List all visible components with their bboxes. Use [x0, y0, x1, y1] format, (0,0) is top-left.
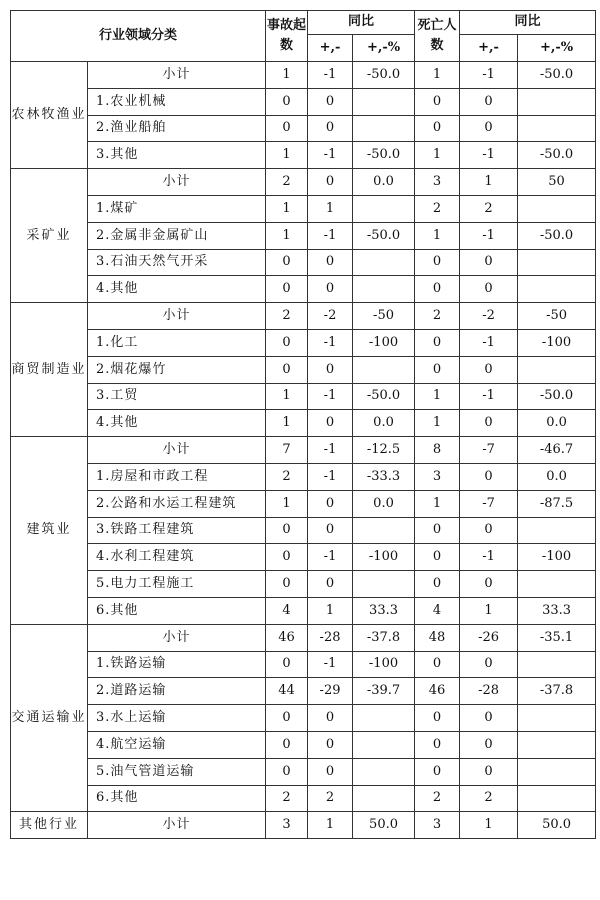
row-label: 小计 [88, 62, 266, 89]
row-label: 1.房屋和市政工程 [88, 463, 266, 490]
death-diff-cell: -2 [460, 303, 518, 330]
death-diff-cell: 0 [460, 758, 518, 785]
table-row [11, 785, 596, 812]
header-accidents: 事故起数 [266, 11, 308, 62]
accident-count-cell: 3 [266, 812, 308, 839]
accident-diff-cell: -2 [308, 303, 353, 330]
death-pct-cell [518, 651, 596, 678]
death-count-cell: 0 [415, 731, 460, 758]
death-pct-cell: 0.0 [518, 410, 596, 437]
table-row [11, 142, 596, 169]
table-row [11, 303, 596, 330]
row-label: 1.农业机械 [88, 88, 266, 115]
death-diff-cell: 0 [460, 651, 518, 678]
accident-count-cell: 1 [266, 62, 308, 89]
table-row [11, 758, 596, 785]
death-count-cell: 4 [415, 597, 460, 624]
death-count-cell: 0 [415, 115, 460, 142]
accident-pct-cell: 50.0 [353, 812, 415, 839]
accident-diff-cell: -1 [308, 222, 353, 249]
row-label: 2.公路和水运工程建筑 [88, 490, 266, 517]
row-label: 4.航空运输 [88, 731, 266, 758]
death-count-cell: 0 [415, 517, 460, 544]
accident-count-cell: 1 [266, 383, 308, 410]
death-diff-cell: 1 [460, 169, 518, 196]
death-diff-cell: 1 [460, 597, 518, 624]
death-diff-cell: 1 [460, 812, 518, 839]
category-label: 商贸制造业 [11, 303, 88, 437]
table-row [11, 329, 596, 356]
accident-count-cell: 0 [266, 651, 308, 678]
category-label: 交通运输业 [11, 624, 88, 812]
death-pct-cell: -87.5 [518, 490, 596, 517]
accident-count-cell: 2 [266, 169, 308, 196]
table-row [11, 463, 596, 490]
accident-diff-cell: -1 [308, 329, 353, 356]
death-pct-cell: -35.1 [518, 624, 596, 651]
row-label: 1.铁路运输 [88, 651, 266, 678]
accident-count-cell: 2 [266, 303, 308, 330]
death-pct-cell: -50.0 [518, 142, 596, 169]
row-label: 2.渔业船舶 [88, 115, 266, 142]
death-diff-cell: 0 [460, 517, 518, 544]
row-label: 3.水上运输 [88, 705, 266, 732]
table-row [11, 490, 596, 517]
death-diff-cell: 0 [460, 571, 518, 598]
accident-pct-cell [353, 88, 415, 115]
death-count-cell: 0 [415, 705, 460, 732]
accident-count-cell: 1 [266, 142, 308, 169]
accident-diff-cell: 0 [308, 571, 353, 598]
row-label: 3.其他 [88, 142, 266, 169]
death-count-cell: 1 [415, 410, 460, 437]
table-row [11, 169, 596, 196]
death-count-cell: 0 [415, 88, 460, 115]
accident-pct-cell: -50 [353, 303, 415, 330]
accident-statistics-table [10, 10, 596, 839]
death-pct-cell [518, 356, 596, 383]
table-row [11, 517, 596, 544]
death-diff-cell: -7 [460, 490, 518, 517]
accident-count-cell: 0 [266, 705, 308, 732]
accident-diff-cell: 0 [308, 356, 353, 383]
death-diff-cell: -1 [460, 544, 518, 571]
death-pct-cell: -100 [518, 329, 596, 356]
row-label: 4.水利工程建筑 [88, 544, 266, 571]
table-body [11, 62, 596, 839]
death-pct-cell: -100 [518, 544, 596, 571]
accident-diff-cell: -29 [308, 678, 353, 705]
death-diff-cell: -1 [460, 142, 518, 169]
accident-diff-cell: 2 [308, 785, 353, 812]
death-diff-cell: -1 [460, 383, 518, 410]
accident-diff-cell: -28 [308, 624, 353, 651]
death-diff-cell: 0 [460, 410, 518, 437]
death-diff-cell: -1 [460, 222, 518, 249]
table-row [11, 678, 596, 705]
death-count-cell: 0 [415, 329, 460, 356]
table-row [11, 705, 596, 732]
death-pct-cell [518, 705, 596, 732]
death-count-cell: 3 [415, 169, 460, 196]
accident-diff-cell: -1 [308, 142, 353, 169]
accident-diff-cell: -1 [308, 463, 353, 490]
row-label: 小计 [88, 812, 266, 839]
table-row [11, 356, 596, 383]
table-row [11, 88, 596, 115]
row-label: 5.油气管道运输 [88, 758, 266, 785]
header-yoy-deaths: 同比 [460, 11, 596, 35]
death-pct-cell: 33.3 [518, 597, 596, 624]
table-row [11, 571, 596, 598]
header-acc-diff: +,- [308, 34, 353, 61]
row-label: 1.煤矿 [88, 195, 266, 222]
accident-pct-cell: 0.0 [353, 169, 415, 196]
row-label: 小计 [88, 303, 266, 330]
accident-count-cell: 1 [266, 195, 308, 222]
accident-diff-cell: 0 [308, 410, 353, 437]
death-count-cell: 1 [415, 383, 460, 410]
header-yoy-accidents: 同比 [308, 11, 415, 35]
accident-pct-cell: -50.0 [353, 222, 415, 249]
row-label: 2.道路运输 [88, 678, 266, 705]
accident-pct-cell: -12.5 [353, 437, 415, 464]
accident-count-cell: 0 [266, 249, 308, 276]
accident-count-cell: 46 [266, 624, 308, 651]
death-count-cell: 1 [415, 222, 460, 249]
table-row [11, 544, 596, 571]
row-label: 5.电力工程施工 [88, 571, 266, 598]
row-label: 3.铁路工程建筑 [88, 517, 266, 544]
accident-count-cell: 1 [266, 490, 308, 517]
category-label: 采矿业 [11, 169, 88, 303]
death-count-cell: 2 [415, 303, 460, 330]
accident-pct-cell [353, 115, 415, 142]
accident-pct-cell: -100 [353, 544, 415, 571]
death-diff-cell: 0 [460, 463, 518, 490]
row-label: 2.金属非金属矿山 [88, 222, 266, 249]
death-diff-cell: 0 [460, 731, 518, 758]
header-field: 行业领域分类 [11, 11, 266, 62]
row-label: 4.其他 [88, 410, 266, 437]
accident-count-cell: 0 [266, 356, 308, 383]
accident-diff-cell: 0 [308, 249, 353, 276]
table-row [11, 651, 596, 678]
accident-pct-cell: -100 [353, 651, 415, 678]
accident-count-cell: 4 [266, 597, 308, 624]
category-label: 其他行业 [11, 812, 88, 839]
table-row [11, 62, 596, 89]
death-count-cell: 0 [415, 544, 460, 571]
accident-diff-cell: 1 [308, 597, 353, 624]
accident-diff-cell: 0 [308, 276, 353, 303]
death-pct-cell [518, 88, 596, 115]
death-count-cell: 3 [415, 463, 460, 490]
accident-count-cell: 44 [266, 678, 308, 705]
death-count-cell: 3 [415, 812, 460, 839]
accident-pct-cell: -50.0 [353, 62, 415, 89]
death-count-cell: 1 [415, 62, 460, 89]
death-pct-cell [518, 731, 596, 758]
death-pct-cell: 50.0 [518, 812, 596, 839]
accident-pct-cell [353, 705, 415, 732]
death-pct-cell [518, 115, 596, 142]
header-death-diff: +,- [460, 34, 518, 61]
row-label: 小计 [88, 169, 266, 196]
row-label: 2.烟花爆竹 [88, 356, 266, 383]
death-diff-cell: -28 [460, 678, 518, 705]
accident-count-cell: 0 [266, 88, 308, 115]
death-pct-cell: -50.0 [518, 62, 596, 89]
accident-pct-cell [353, 356, 415, 383]
death-diff-cell: 0 [460, 88, 518, 115]
death-diff-cell: 0 [460, 705, 518, 732]
accident-pct-cell: 0.0 [353, 410, 415, 437]
accident-pct-cell: -33.3 [353, 463, 415, 490]
death-pct-cell: -46.7 [518, 437, 596, 464]
accident-count-cell: 0 [266, 329, 308, 356]
death-pct-cell: -50 [518, 303, 596, 330]
death-count-cell: 0 [415, 249, 460, 276]
death-pct-cell: 50 [518, 169, 596, 196]
death-diff-cell: -1 [460, 62, 518, 89]
accident-diff-cell: -1 [308, 544, 353, 571]
death-count-cell: 1 [415, 142, 460, 169]
table-row [11, 624, 596, 651]
header-death-pct: +,-% [518, 34, 596, 61]
death-pct-cell: -37.8 [518, 678, 596, 705]
accident-count-cell: 0 [266, 276, 308, 303]
death-pct-cell [518, 785, 596, 812]
accident-diff-cell: 0 [308, 731, 353, 758]
accident-diff-cell: 0 [308, 758, 353, 785]
accident-diff-cell: -1 [308, 62, 353, 89]
accident-pct-cell [353, 276, 415, 303]
death-count-cell: 1 [415, 490, 460, 517]
table-row [11, 410, 596, 437]
accident-count-cell: 0 [266, 758, 308, 785]
accident-diff-cell: 0 [308, 115, 353, 142]
accident-diff-cell: 0 [308, 517, 353, 544]
table-header [11, 11, 596, 62]
accident-diff-cell: -1 [308, 437, 353, 464]
death-count-cell: 46 [415, 678, 460, 705]
accident-pct-cell: -50.0 [353, 142, 415, 169]
death-diff-cell: -26 [460, 624, 518, 651]
death-diff-cell: 0 [460, 249, 518, 276]
accident-pct-cell: -39.7 [353, 678, 415, 705]
table-row [11, 383, 596, 410]
accident-pct-cell [353, 195, 415, 222]
header-acc-pct: +,-% [353, 34, 415, 61]
death-count-cell: 0 [415, 356, 460, 383]
accident-diff-cell: 0 [308, 490, 353, 517]
death-diff-cell: 0 [460, 276, 518, 303]
accident-diff-cell: 1 [308, 812, 353, 839]
accident-diff-cell: 0 [308, 705, 353, 732]
table-row [11, 249, 596, 276]
row-label: 3.石油天然气开采 [88, 249, 266, 276]
accident-count-cell: 0 [266, 544, 308, 571]
row-label: 小计 [88, 437, 266, 464]
table-row [11, 437, 596, 464]
accident-count-cell: 2 [266, 463, 308, 490]
death-diff-cell: 0 [460, 115, 518, 142]
table-row [11, 195, 596, 222]
death-count-cell: 48 [415, 624, 460, 651]
accident-pct-cell: -100 [353, 329, 415, 356]
death-count-cell: 0 [415, 571, 460, 598]
death-pct-cell [518, 517, 596, 544]
accident-pct-cell [353, 731, 415, 758]
accident-diff-cell: -1 [308, 651, 353, 678]
row-label: 1.化工 [88, 329, 266, 356]
death-diff-cell: 0 [460, 356, 518, 383]
accident-count-cell: 0 [266, 731, 308, 758]
accident-diff-cell: -1 [308, 383, 353, 410]
table-row [11, 222, 596, 249]
death-pct-cell: -50.0 [518, 222, 596, 249]
accident-count-cell: 0 [266, 517, 308, 544]
death-pct-cell: 0.0 [518, 463, 596, 490]
row-label: 4.其他 [88, 276, 266, 303]
death-pct-cell [518, 758, 596, 785]
death-count-cell: 0 [415, 276, 460, 303]
header-deaths: 死亡人数 [415, 11, 460, 62]
death-pct-cell [518, 249, 596, 276]
accident-count-cell: 2 [266, 785, 308, 812]
accident-count-cell: 0 [266, 571, 308, 598]
row-label: 3.工贸 [88, 383, 266, 410]
accident-pct-cell [353, 758, 415, 785]
accident-pct-cell [353, 517, 415, 544]
accident-diff-cell: 0 [308, 88, 353, 115]
death-pct-cell [518, 276, 596, 303]
table-row [11, 597, 596, 624]
death-pct-cell [518, 195, 596, 222]
death-pct-cell [518, 571, 596, 598]
accident-count-cell: 7 [266, 437, 308, 464]
table-row [11, 276, 596, 303]
accident-pct-cell [353, 249, 415, 276]
accident-pct-cell: -50.0 [353, 383, 415, 410]
death-count-cell: 2 [415, 785, 460, 812]
death-count-cell: 0 [415, 758, 460, 785]
table-row [11, 731, 596, 758]
accident-diff-cell: 1 [308, 195, 353, 222]
accident-count-cell: 1 [266, 410, 308, 437]
accident-pct-cell [353, 571, 415, 598]
death-count-cell: 2 [415, 195, 460, 222]
death-diff-cell: -7 [460, 437, 518, 464]
accident-count-cell: 1 [266, 222, 308, 249]
category-label: 建筑业 [11, 437, 88, 625]
death-count-cell: 0 [415, 651, 460, 678]
death-diff-cell: 2 [460, 785, 518, 812]
accident-pct-cell: -37.8 [353, 624, 415, 651]
row-label: 6.其他 [88, 785, 266, 812]
death-diff-cell: -1 [460, 329, 518, 356]
table-row [11, 115, 596, 142]
accident-pct-cell [353, 785, 415, 812]
accident-pct-cell: 33.3 [353, 597, 415, 624]
death-pct-cell: -50.0 [518, 383, 596, 410]
death-diff-cell: 2 [460, 195, 518, 222]
category-label: 农林牧渔业 [11, 62, 88, 169]
death-count-cell: 8 [415, 437, 460, 464]
table-row [11, 812, 596, 839]
accident-pct-cell: 0.0 [353, 490, 415, 517]
accident-diff-cell: 0 [308, 169, 353, 196]
row-label: 小计 [88, 624, 266, 651]
accident-count-cell: 0 [266, 115, 308, 142]
row-label: 6.其他 [88, 597, 266, 624]
